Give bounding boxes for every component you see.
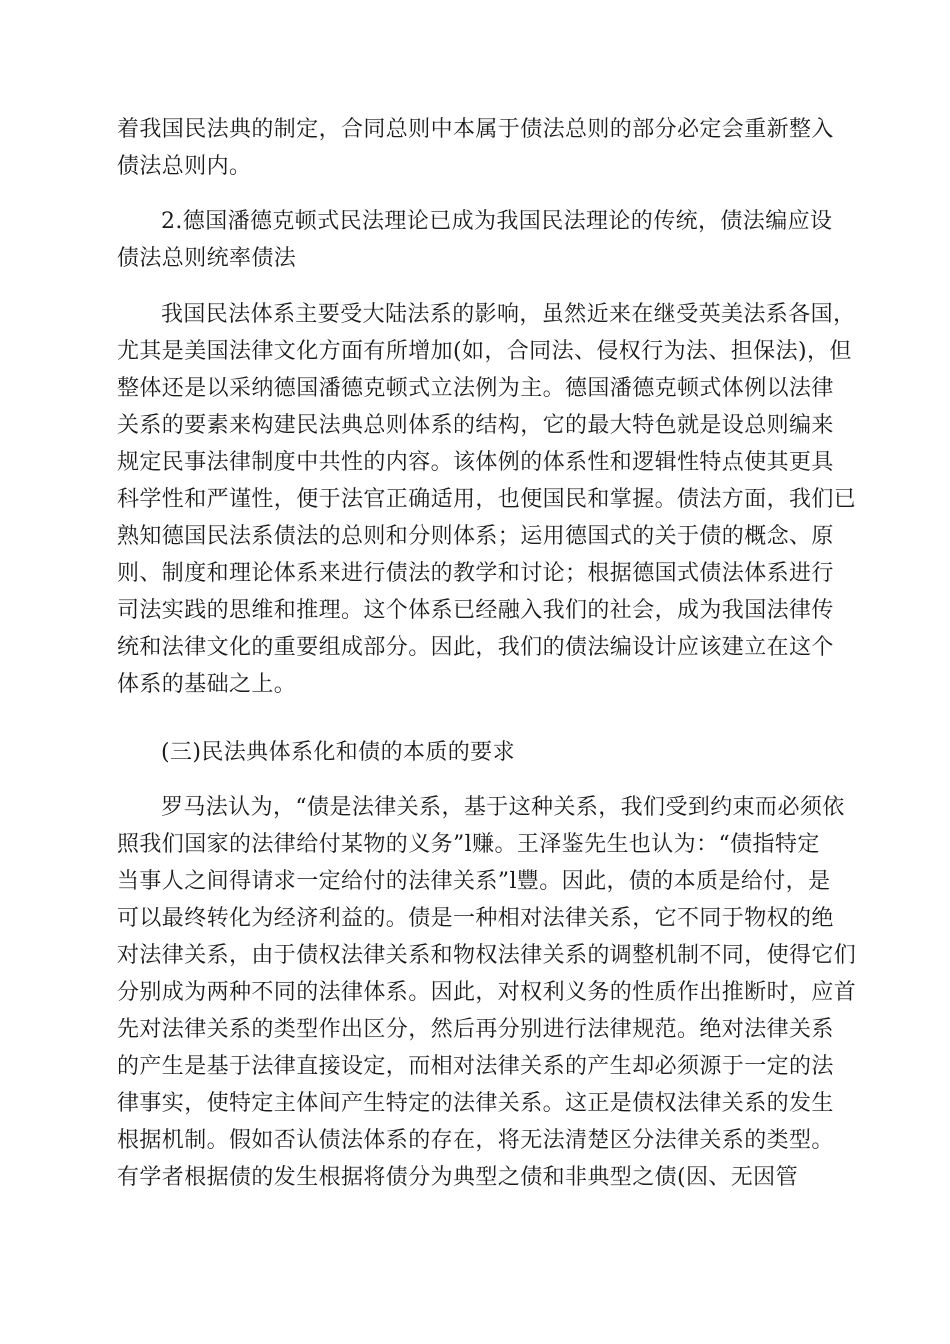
text-line: (三)民法典体系化和债的本质的要求 (161, 740, 515, 765)
text-line: 2.德国潘德克顿式民法理论已成为我国民法理论的传统，债法编应设 (161, 209, 833, 234)
text-line: 科学性和严谨性，便于法官正确适用，也便国民和掌握。债法方面，我们已 (117, 487, 857, 512)
text-line: 司法实践的思维和推理。这个体系已经融入我们的社会，成为我国法律传 (117, 598, 834, 623)
text-line: 整体还是以采纳德国潘德克顿式立法例为主。德国潘德克顿式体例以法律 (117, 376, 834, 401)
text-line: 当事人之间得请求一定给付的法律关系”l豐。因此，债的本质是给付，是 (117, 869, 831, 894)
text-line: 对法律关系，由于债权法律关系和物权法律关系的调整机制不同，使得它们 (117, 943, 857, 968)
text-line: 分别成为两种不同的法律体系。因此，对权利义务的性质作出推断时，应首 (117, 980, 857, 1005)
text-line: 律事实，使特定主体间产生特定的法律关系。这正是债权法律关系的发生 (117, 1091, 834, 1116)
text-line: 罗马法认为，“债是法律关系，基于这种关系，我们受到约束而必须依 (161, 795, 845, 820)
text-line: 体系的基础之上。 (117, 672, 297, 697)
text-line: 的产生是基于法律直接设定，而相对法律关系的产生却必须源于一定的法 (117, 1054, 834, 1079)
text-line: 熟知德国民法系债法的总则和分则体系；运用德国式的关于债的概念、原 (117, 524, 834, 549)
paragraph-german-system (117, 296, 857, 703)
paragraph-continuation (117, 111, 837, 185)
text-line: 照我们国家的法律给付某物的义务”l赚。王泽鉴先生也认为：“债指特定 (117, 832, 820, 857)
text-line: 根据机制。假如否认债法体系的存在，将无法清楚区分法律关系的类型。 (117, 1128, 834, 1153)
paragraph-roman-law (117, 789, 857, 1196)
text-line: 则、制度和理论体系来进行债法的教学和讨论；根据德国式债法体系进行 (117, 561, 834, 586)
text-line: 关系的要素来构建民法典总则体系的结构，它的最大特色就是设总则编来 (117, 413, 834, 438)
text-line: 尤其是美国法律文化方面有所增加(如，合同法、侵权行为法、担保法)，但 (117, 339, 852, 364)
text-line: 我国民法体系主要受大陆法系的影响，虽然近来在继受英美法系各国， (161, 302, 856, 327)
text-line: 债法总则统率债法 (117, 246, 297, 271)
text-line: 统和法律文化的重要组成部分。因此，我们的债法编设计应该建立在这个 (117, 635, 834, 660)
text-line: 有学者根据债的发生根据将债分为典型之债和非典型之债(因、无因管 (117, 1165, 798, 1190)
section-heading-3 (117, 734, 837, 771)
text-line: 着我国民法典的制定，合同总则中本属于债法总则的部分必定会重新整入 (117, 117, 834, 142)
text-line: 规定民事法律制度中共性的内容。该体例的体系性和逻辑性特点使其更具 (117, 450, 834, 475)
text-line: 先对法律关系的类型作出区分，然后再分别进行法律规范。绝对法律关系 (117, 1017, 834, 1042)
text-line: 可以最终转化为经济利益的。债是一种相对法律关系，它不同于物权的绝 (117, 906, 834, 931)
text-line: 债法总则内。 (117, 154, 252, 179)
section-heading-2 (117, 203, 837, 277)
